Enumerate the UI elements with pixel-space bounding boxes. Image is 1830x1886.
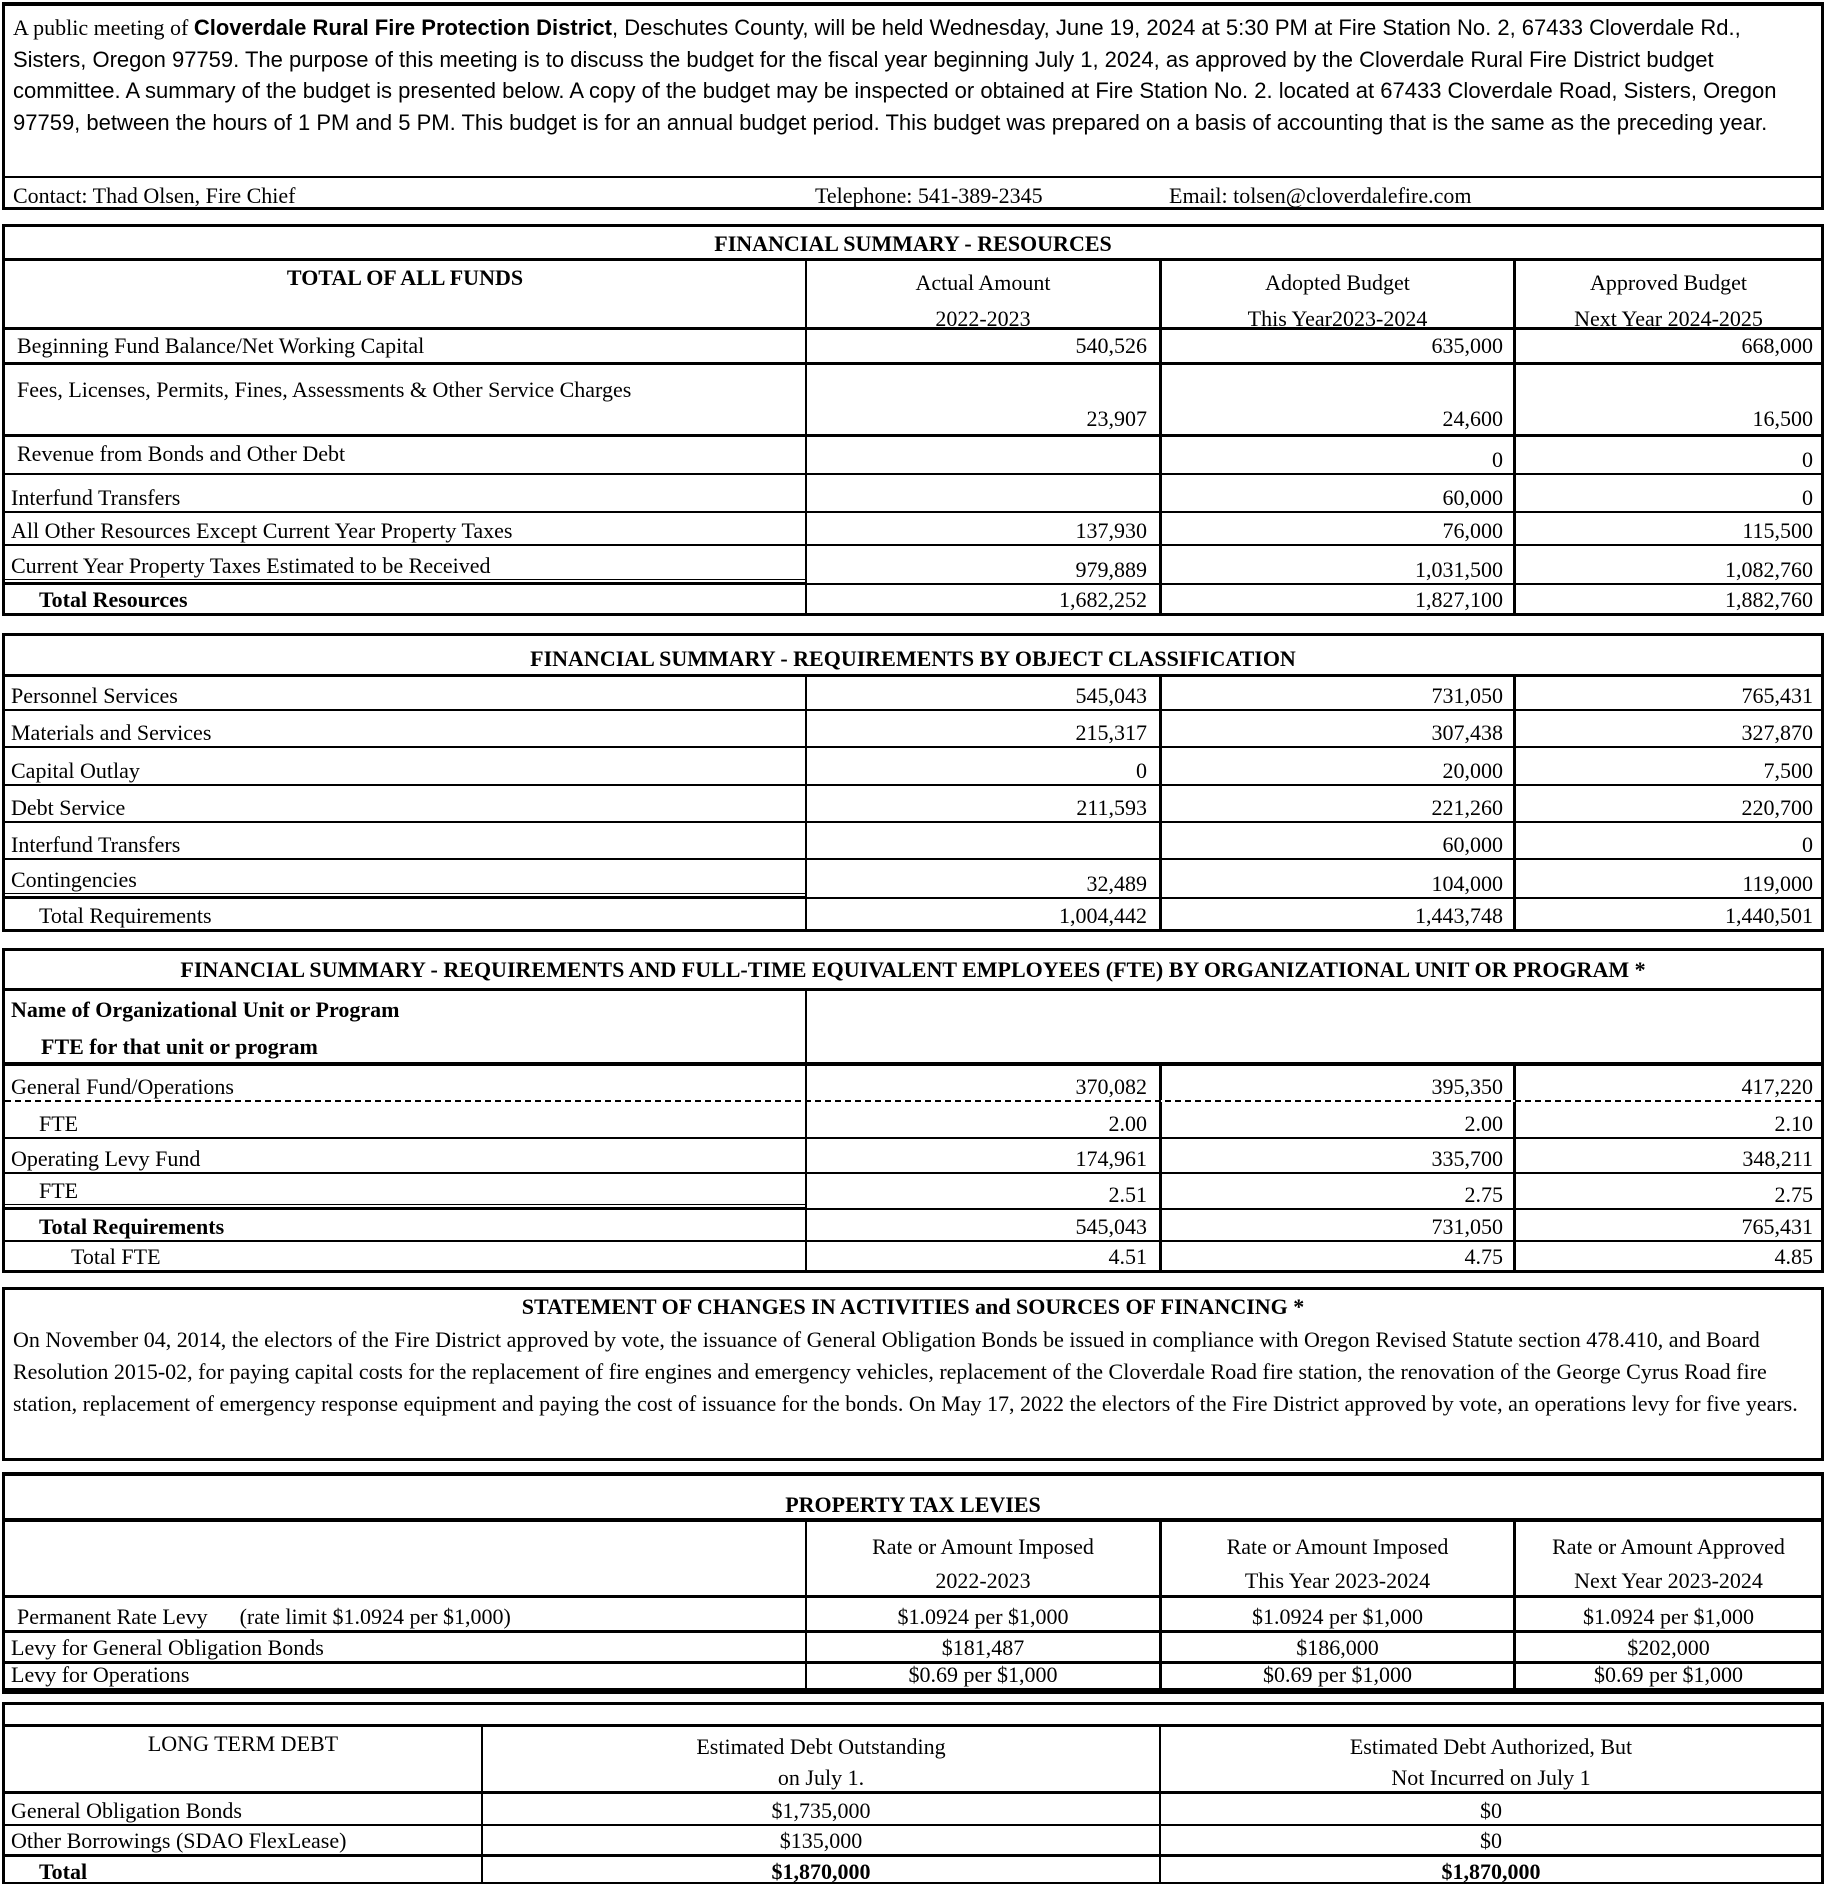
col-header-approved: Approved Budget Next Year 2024-2025 — [1513, 261, 1821, 327]
row-value-approved: 417,220 — [1513, 1066, 1821, 1100]
row-value-actual: 540,526 — [805, 330, 1159, 362]
row-label: General Obligation Bonds — [11, 1797, 242, 1823]
row-value-actual: 215,317 — [805, 711, 1159, 746]
table-row — [5, 475, 1821, 513]
row-value-adopted: 1,031,500 — [1159, 546, 1513, 583]
col-header-total-funds: TOTAL OF ALL FUNDS — [286, 265, 524, 290]
row-value-approved: 0 — [1513, 437, 1821, 473]
resources-section — [2, 224, 1824, 616]
row-value-next: $202,000 — [1513, 1633, 1821, 1661]
row-label: Operating Levy Fund — [11, 1145, 201, 1171]
row-label: Beginning Fund Balance/Net Working Capital — [17, 332, 425, 358]
row-label: Capital Outlay — [11, 757, 140, 783]
row-value-adopted: 0 — [1159, 437, 1513, 473]
table-row — [5, 1598, 1821, 1633]
debt-section — [2, 1702, 1824, 1884]
row-value-adopted: 104,000 — [1159, 860, 1513, 897]
contact-email: Email: tolsen@cloverdalefire.com — [1169, 183, 1472, 208]
total-label: Total — [39, 1858, 88, 1884]
row-value-approved: 0 — [1513, 823, 1821, 858]
requirements-title: FINANCIAL SUMMARY - REQUIREMENTS BY OBJECT CLASSIFICATION — [530, 646, 1296, 671]
row-value-adopted: 307,438 — [1159, 711, 1513, 746]
row-label: Levy for General Obligation Bonds — [11, 1634, 324, 1660]
statement-section — [2, 1287, 1824, 1461]
total-value-actual: 1,004,442 — [805, 899, 1159, 929]
row-label: Interfund Transfers — [11, 484, 181, 510]
contact-telephone: Telephone: 541-389-2345 — [815, 183, 1043, 208]
row-label: Debt Service — [11, 794, 126, 820]
col-header-adopted: Adopted Budget This Year2023-2024 — [1159, 261, 1513, 327]
statement-text: On November 04, 2014, the electors of the Fire District approved by vote, the issuance of General Obligation Bonds be issued in compliance with Oregon Revised Statute section 478.410, and Board Resolution 2015-02, for paying capital costs for the replacement of fire engines and emergency vehicles, replacement of the Cloverdale Road fire station, the renovation of the George Cyrus Road fire station, replacement of emergency response equipment and paying the cost of issuance for the bonds. On May 17, 2022 the electors of the Fire District approved by vote, an operations levy for five years. — [13, 1327, 1798, 1416]
row-label: Contingencies — [5, 860, 805, 897]
row-value-adopted: 395,350 — [1159, 1066, 1513, 1100]
total-fte-actual: 4.51 — [805, 1242, 1159, 1270]
col-header-debt-authorized: Estimated Debt Authorized, But Not Incurred on July 1 — [1159, 1727, 1821, 1791]
row-value-adopted: 20,000 — [1159, 748, 1513, 784]
resources-header-row — [5, 258, 1821, 330]
row-value-approved: 115,500 — [1513, 513, 1821, 544]
row-value-prior: $1.0924 per $1,000 — [805, 1598, 1159, 1630]
row-label: FTE — [39, 1110, 79, 1136]
table-row — [5, 546, 1821, 583]
row-value-adopted: 335,700 — [1159, 1139, 1513, 1172]
row-value-actual: 23,907 — [805, 365, 1159, 434]
table-row — [5, 860, 1821, 897]
table-row — [5, 823, 1821, 860]
row-value-authorized: $0 — [1159, 1826, 1821, 1854]
row-value-approved: 7,500 — [1513, 748, 1821, 784]
total-value-outstanding: $1,870,000 — [481, 1857, 1159, 1884]
total-value-adopted: 1,827,100 — [1159, 585, 1513, 613]
row-value-adopted: 60,000 — [1159, 823, 1513, 858]
table-row — [5, 748, 1821, 786]
resources-title: FINANCIAL SUMMARY - RESOURCES — [714, 231, 1112, 256]
row-label: Other Borrowings (SDAO FlexLease) — [11, 1827, 347, 1853]
table-row — [5, 1102, 1821, 1139]
total-row — [5, 1208, 1821, 1242]
row-value-adopted: 635,000 — [1159, 330, 1513, 362]
row-value-approved: 765,431 — [1513, 677, 1821, 709]
row-value-prior: $0.69 per $1,000 — [805, 1664, 1159, 1688]
total-value-approved: 1,440,501 — [1513, 899, 1821, 929]
col-header-imposed-current: Rate or Amount Imposed This Year 2023-2024 — [1159, 1522, 1513, 1595]
col-header-imposed-prior: Rate or Amount Imposed 2022-2023 — [805, 1522, 1159, 1595]
row-value-current: $1.0924 per $1,000 — [1159, 1598, 1513, 1630]
table-row — [5, 1066, 1821, 1102]
fte-header-blank — [805, 991, 1821, 1062]
row-value-actual: 979,889 — [805, 546, 1159, 583]
row-value-actual: 0 — [805, 748, 1159, 784]
total-fte-row — [5, 1242, 1821, 1270]
contact-row — [5, 176, 1821, 210]
row-value-outstanding: $135,000 — [481, 1826, 1159, 1854]
table-row — [5, 330, 1821, 365]
total-fte-approved: 4.85 — [1513, 1242, 1821, 1270]
row-value-approved: 0 — [1513, 475, 1821, 511]
notice-body: , Deschutes County, will be held Wednesday, June 19, 2024 at 5:30 PM at Fire Station No. 2, 67433 Cloverdale Rd., Sisters, Oregon 97759. The purpose of this meeting is to discuss the budget for the fiscal year beginning July 1, 2024, as approved by the Cloverdale Rural Fire District budget committee. A summary of the budget is presented below. A copy of the budget may be inspected or obtained at Fire Station No. 2. located at 67433 Cloverdale Road, Sisters, Oregon 97759, between the hours of 1 PM and 5 PM. This budget is for an annual budget period. This budget was prepared on a basis of accounting that is the same as the preceding year. — [13, 15, 1777, 135]
debt-header-row — [5, 1724, 1821, 1794]
row-value-actual: 211,593 — [805, 786, 1159, 821]
row-value-approved: 1,082,760 — [1513, 546, 1821, 583]
levies-section — [2, 1472, 1824, 1694]
total-value-authorized: $1,870,000 — [1159, 1857, 1821, 1884]
statement-title: STATEMENT OF CHANGES IN ACTIVITIES and SOURCES OF FINANCING * — [521, 1294, 1305, 1319]
row-value-approved: 348,211 — [1513, 1139, 1821, 1172]
row-value-adopted: 2.75 — [1159, 1174, 1513, 1208]
row-value-actual — [805, 823, 1159, 858]
levies-header-blank — [5, 1522, 805, 1595]
total-row — [5, 897, 1821, 929]
row-value-actual: 545,043 — [805, 677, 1159, 709]
row-value-actual: 174,961 — [805, 1139, 1159, 1172]
row-label: Current Year Property Taxes Estimated to be Received — [5, 546, 805, 583]
total-value-actual: 1,682,252 — [805, 585, 1159, 613]
col-header-actual: Actual Amount 2022-2023 — [805, 261, 1159, 327]
row-value-adopted: 24,600 — [1159, 365, 1513, 434]
row-value-current: $186,000 — [1159, 1633, 1513, 1661]
row-value-adopted: 60,000 — [1159, 475, 1513, 511]
total-value-actual: 545,043 — [805, 1210, 1159, 1240]
row-value-approved: 2.10 — [1513, 1102, 1821, 1137]
row-value-approved: 16,500 — [1513, 365, 1821, 434]
row-value-current: $0.69 per $1,000 — [1159, 1664, 1513, 1688]
row-label: Fees, Licenses, Permits, Fines, Assessments & Other Service Charges — [17, 377, 632, 402]
row-value-adopted: 76,000 — [1159, 513, 1513, 544]
row-label: Interfund Transfers — [11, 831, 181, 857]
row-value-approved: 220,700 — [1513, 786, 1821, 821]
row-label: All Other Resources Except Current Year Property Taxes — [11, 517, 513, 543]
table-row — [5, 674, 1821, 711]
notice-intro: A public meeting of — [13, 15, 194, 40]
row-label: Personnel Services — [11, 682, 178, 708]
total-value-adopted: 1,443,748 — [1159, 899, 1513, 929]
table-row — [5, 365, 1821, 437]
requirements-section — [2, 633, 1824, 932]
row-value-approved: 119,000 — [1513, 860, 1821, 897]
levies-header-row — [5, 1518, 1821, 1598]
row-value-prior: $181,487 — [805, 1633, 1159, 1661]
total-row — [5, 1857, 1821, 1884]
table-row — [5, 513, 1821, 546]
table-row — [5, 711, 1821, 748]
row-value-actual: 370,082 — [805, 1066, 1159, 1100]
col-header-approved-next: Rate or Amount Approved Next Year 2023-2024 — [1513, 1522, 1821, 1595]
fte-title: FINANCIAL SUMMARY - REQUIREMENTS AND FULL-TIME EQUIVALENT EMPLOYEES (FTE) BY ORGANIZATIONAL UNIT OR PROGRAM * — [180, 957, 1646, 982]
total-label: Total Requirements — [39, 902, 212, 928]
table-row — [5, 437, 1821, 475]
col-header-long-term-debt: LONG TERM DEBT — [147, 1731, 339, 1756]
fte-header-label: Name of Organizational Unit or Program FTE for that unit or program — [11, 997, 400, 1059]
district-name: Cloverdale Rural Fire Protection District — [193, 15, 612, 40]
row-value-outstanding: $1,735,000 — [481, 1794, 1159, 1824]
table-row — [5, 786, 1821, 823]
total-fte-adopted: 4.75 — [1159, 1242, 1513, 1270]
fte-section — [2, 948, 1824, 1273]
row-value-approved: 668,000 — [1513, 330, 1821, 362]
table-row — [5, 1174, 1821, 1208]
total-value-approved: 1,882,760 — [1513, 585, 1821, 613]
notice-text — [13, 12, 1811, 138]
total-label: Total Resources — [39, 586, 188, 612]
row-label: Materials and Services — [11, 719, 212, 745]
row-label: Levy for Operations — [11, 1661, 190, 1687]
table-row — [5, 1794, 1821, 1826]
row-label: Revenue from Bonds and Other Debt — [17, 441, 346, 466]
row-value-authorized: $0 — [1159, 1794, 1821, 1824]
row-value-actual — [805, 475, 1159, 511]
table-row — [5, 1139, 1821, 1174]
row-value-adopted: 2.00 — [1159, 1102, 1513, 1137]
row-value-next: $1.0924 per $1,000 — [1513, 1598, 1821, 1630]
row-value-actual: 137,930 — [805, 513, 1159, 544]
rate-limit-note: (rate limit $1.0924 per $1,000) — [239, 1603, 511, 1629]
table-row — [5, 1633, 1821, 1664]
fte-header-row — [5, 988, 1821, 1066]
total-value-adopted: 731,050 — [1159, 1210, 1513, 1240]
col-header-debt-outstanding: Estimated Debt Outstanding on July 1. — [481, 1727, 1159, 1791]
row-value-approved: 327,870 — [1513, 711, 1821, 746]
row-value-adopted: 731,050 — [1159, 677, 1513, 709]
row-value-adopted: 221,260 — [1159, 786, 1513, 821]
row-label: FTE — [5, 1174, 805, 1208]
total-row — [5, 583, 1821, 613]
total-value-approved: 765,431 — [1513, 1210, 1821, 1240]
table-row — [5, 1826, 1821, 1857]
row-label: Permanent Rate Levy (rate limit $1.0924 per $1,000) — [17, 1603, 511, 1629]
contact-name: Contact: Thad Olsen, Fire Chief — [13, 183, 296, 208]
total-fte-label: Total FTE — [71, 1243, 161, 1269]
row-label: General Fund/Operations — [11, 1073, 234, 1099]
row-value-approved: 2.75 — [1513, 1174, 1821, 1208]
row-value-actual: 2.00 — [805, 1102, 1159, 1137]
total-label: Total Requirements — [39, 1213, 225, 1239]
row-value-actual: 2.51 — [805, 1174, 1159, 1208]
row-value-next: $0.69 per $1,000 — [1513, 1664, 1821, 1688]
row-value-actual — [805, 437, 1159, 473]
meeting-notice — [2, 2, 1824, 210]
row-value-actual: 32,489 — [805, 860, 1159, 897]
levies-title: PROPERTY TAX LEVIES — [785, 1492, 1041, 1517]
table-row — [5, 1661, 1821, 1692]
